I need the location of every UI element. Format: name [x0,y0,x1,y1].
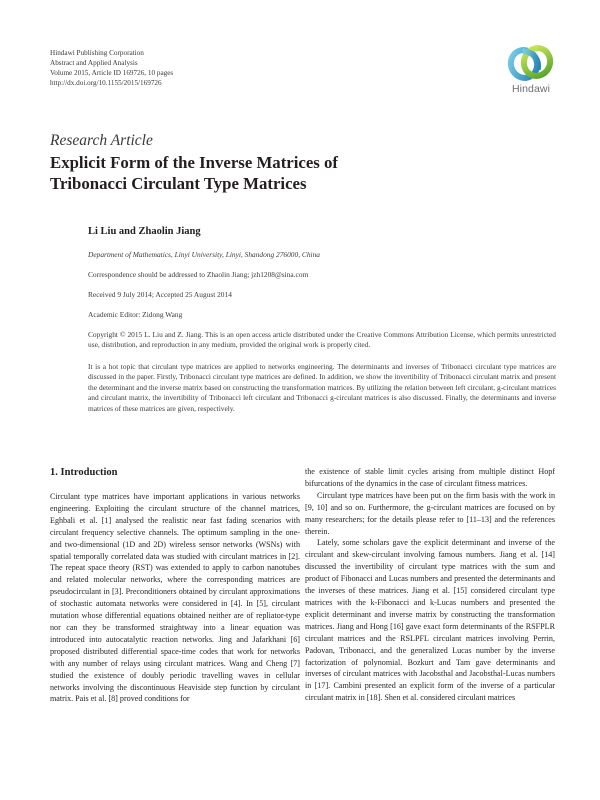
abstract: It is a hot topic that circulant type matrices are applied to networks engineering. The determinants and inverses of Tribonacci circulant type matrices are discussed in the paper. Firstly, Tribonacci circulant type matrices are defined. In addition, we show the invertibility of Tribonacci circulant matrix and present the determinant and the inverse matrix based on constructing the transformation matrices. By utilizing the relation between left circulant, g-circulant matrices and circulant matrix, the invertibility of Tribonacci left circulant and Tribonacci g-circulant matrices is also discussed. Finally, the determinants and inverse matrices of these matrices are given, respectively. [88,362,556,413]
article-type: Research Article [50,132,153,149]
affiliation: Department of Mathematics, Linyi University, Linyi, Shandong 276000, China [88,250,320,259]
paragraph: Circulant type matrices have been put on the firm basis with the work in [9, 10] and so on. Furthermore, the g-circulant matrices are focused on by many researchers; for the details please refer to [11–13] and the references therein. [305,490,555,536]
interlocked-rings-icon [506,44,556,82]
journal-info [50,48,173,88]
correspondence: Correspondence should be addressed to Zhaolin Jiang; jzh1208@sina.com [88,270,309,279]
volume-info: Volume 2015, Article ID 169726, 10 pages [50,69,174,77]
paragraph: Lately, some scholars gave the explicit determinant and inverse of the circulant and skew-circulant involving famous numbers. Jiang et al. [14] discussed the invertibility of circulant type matrices with the sum and product of Fibonacci and Lucas numbers and presented the determinants and the inverses of these matrices. Jiang et al. [15] considered circulant type matrices with the k-Fibonacci and k-Lucas numbers and presented the explicit determinant and inverse matrix by constructing the transformation matrices. Jiang and Hong [16] gave exact form determinants of the RSFPLR circulant matrices and the RSLPFL circulant matrices involving Perrin, Padovan, Tribonacci, and the generalized Lucas number by the inverse factorization of polynomial. Bozkurt and Tam gave determinants and inverses of circulant matrices with Jacobsthal and Jacobsthal-Lucas numbers in [17]. Cambini presented an explicit form of the inverse of a particular circulant matrix in [18]. Shen et al. considered circulant matrices [305,538,555,703]
body-right-column [305,466,555,704]
journal-name: Abstract and Applied Analysis [50,59,138,67]
title-line-2: Tribonacci Circulant Type Matrices [50,174,307,193]
copyright-notice: Copyright © 2015 L. Liu and Z. Jiang. This is an open access article distributed under the Creative Commons Attribution License, which permits unrestricted use, distribution, and reproduction in any medium, provided the original work is properly cited. [88,330,556,350]
academic-editor: Academic Editor: Zidong Wang [88,310,183,319]
publisher-name: Hindawi Publishing Corporation [50,49,144,57]
article-title [50,152,470,194]
body-left-column [50,466,300,705]
received-accepted-dates: Received 9 July 2014; Accepted 25 August 2014 [88,290,232,299]
section-heading-introduction: 1. Introduction [50,467,118,478]
paragraph: Circulant type matrices have important applications in various networks engineering. Exploiting the circulant structure of the channel matrices, Eghbali et al. [1] analysed the realistic near fast fading scenarios with circulant frequency selective channels. The optimum sampling in the one- and two-dimensional (1D and 2D) wireless sensor networks (WSNs) with spatial temporally correlated data was studied with circulant matrices in [2]. The repeat space theory (RST) was extended to apply to carbon nanotubes and related molecular networks, where the corresponding matrices are pseudocirculant in [3]. Preconditioners obtained by circulant approximations of stochastic automata networks were considered in [4]. In [5], circulant mutation whose differential equations obtained neither are of repliator-type nor can they be transformed straightway into a linear equation was introduced into autocatalytic reaction networks. Jing and Jafarkhani [6] proposed distributed differential space-time codes that work for networks with any number of relays using circulant matrices. Wang and Cheng [7] studied the existence of doubly periodic travelling waves in cellular networks involving the discontinuous Heaviside step function by circulant matrix. Pais et al. [8] proved conditions for [50,492,300,704]
publisher-logo-text: Hindawi [511,83,551,95]
doi-link[interactable]: http://dx.doi.org/10.1155/2015/169726 [50,79,162,87]
authors: Li Liu and Zhaolin Jiang [88,226,201,237]
title-line-1: Explicit Form of the Inverse Matrices of [50,153,338,172]
paragraph: the existence of stable limit cycles arising from multiple distinct Hopf bifurcations of the dynamics in the case of circulant fitness matrices. [305,467,555,488]
publisher-logo [500,44,562,104]
